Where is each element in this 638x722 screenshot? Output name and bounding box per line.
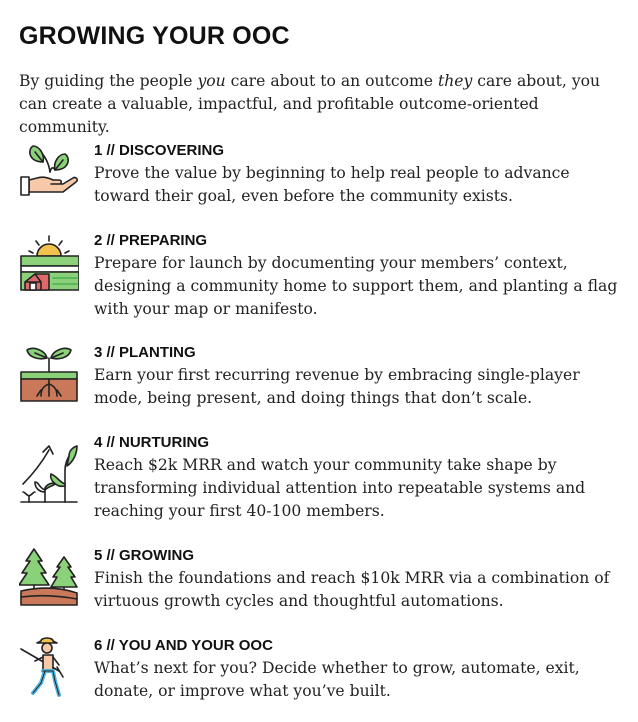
step-description: Prove the value by beginning to help real people to advance toward their goal, even before the community exists.: [94, 164, 570, 205]
farm-sunrise-icon: [19, 232, 79, 292]
intro-text-3: care about, you can create a valuable, impactful, and profitable outcome-oriented community.: [19, 72, 601, 136]
hand-holding-sprout-icon: [19, 142, 79, 202]
step-heading: 4 // NURTURING: [94, 434, 210, 451]
intro-emphasis-they: they: [437, 72, 473, 90]
intro-text-2: care about to an outcome: [225, 72, 438, 90]
step-description: Reach $2k MRR and watch your community take shape by transforming individual attention into repeatable systems and reaching your first 40-100 members.: [94, 456, 586, 520]
step-heading: 6 // YOU AND YOUR OOC: [94, 637, 273, 654]
step-heading: 2 // PREPARING: [94, 232, 208, 249]
pine-trees-icon: [19, 547, 79, 607]
step-description: Prepare for launch by documenting your members’ context, designing a community home to support them, and planting a flag with your map or manifesto.: [94, 254, 618, 318]
step-heading: 1 // DISCOVERING: [94, 142, 225, 159]
step-description: What’s next for you? Decide whether to grow, automate, exit, donate, or improve what you’ve built.: [94, 659, 580, 700]
growth-chart-plant-icon: [19, 434, 79, 494]
step-heading: 3 // PLANTING: [94, 344, 196, 361]
farmer-with-hoe-icon: [19, 637, 79, 697]
step-description: Earn your first recurring revenue by embracing single-player mode, being present, and doing things that don’t scale.: [94, 366, 580, 407]
intro-paragraph: [19, 70, 624, 139]
intro-emphasis-you: you: [197, 72, 226, 90]
seedling-roots-icon: [19, 344, 79, 404]
step-heading: 5 // GROWING: [94, 547, 195, 564]
step-description: Finish the foundations and reach $10k MRR via a combination of virtuous growth cycles and thoughtful automations.: [94, 569, 610, 610]
intro-text-1: By guiding the people: [19, 72, 198, 90]
page-title: GROWING YOUR OOC: [19, 22, 290, 50]
